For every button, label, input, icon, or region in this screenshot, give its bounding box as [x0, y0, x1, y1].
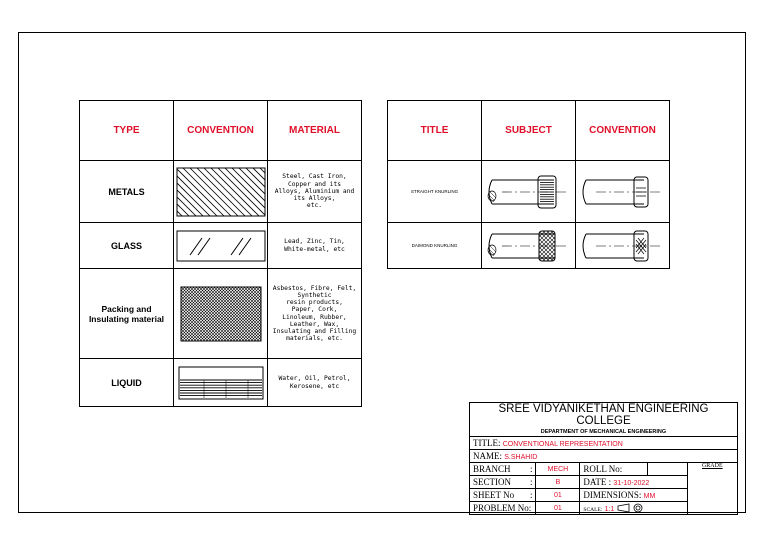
- name-value: S.SHAHID: [504, 454, 538, 461]
- date-cell: DATE : 31-10-2022: [580, 476, 687, 489]
- convention-liquid: [174, 359, 268, 407]
- convention-straight-knurling: [576, 161, 670, 223]
- grade-box: GRADE: [687, 463, 737, 515]
- liquid-symbol: [176, 364, 266, 402]
- material-conventions-table: [79, 100, 362, 407]
- subject-diamond-knurling: [482, 223, 576, 269]
- branch-value: MECH: [536, 463, 580, 476]
- college-name: SREE VIDYANIKETHAN ENGINEERING COLLEGE: [470, 403, 738, 428]
- header-material: MATERIAL: [268, 101, 362, 161]
- roll-value: [647, 463, 687, 476]
- straight-knurl-subject-drawing: [484, 172, 574, 212]
- title-straight-knurling: STRAIGHT KNURLING: [388, 161, 482, 223]
- glass-symbol: [176, 229, 266, 263]
- scale-value: 1:1: [604, 505, 615, 513]
- sheet-value: 01: [536, 489, 580, 502]
- diamond-knurl-convention-drawing: [578, 228, 668, 264]
- convention-metals: [174, 161, 268, 223]
- sheet-label: SHEET No :: [470, 489, 536, 502]
- material-metals: Steel, Cast Iron, Copper and its Alloys, Aluminium and its Alloys, etc.: [268, 161, 362, 223]
- title-row: TITLE: CONVENTIONAL REPRESENTATION: [470, 437, 738, 450]
- section-value: B: [536, 476, 580, 489]
- type-packing: Packing and Insulating material: [80, 269, 174, 359]
- convention-diamond-knurling: [576, 223, 670, 269]
- type-glass: GLASS: [80, 223, 174, 269]
- title-diamond-knurling: DAIMOND KNURLING: [388, 223, 482, 269]
- table-row: [80, 359, 362, 407]
- straight-knurl-convention-drawing: [578, 172, 668, 212]
- roll-label: ROLL No:: [580, 463, 648, 476]
- dimensions-cell: DIMENSIONS: MM: [580, 489, 687, 502]
- table-row: [388, 223, 670, 269]
- dimensions-value: MM: [643, 493, 656, 500]
- material-glass: Lead, Zinc, Tin, White-metal, etc: [268, 223, 362, 269]
- problem-label: PROBLEM No:: [470, 502, 536, 515]
- convention-packing: [174, 269, 268, 359]
- date-value: 31-10-2022: [613, 480, 650, 487]
- type-liquid: LIQUID: [80, 359, 174, 407]
- projection-symbol-icon: [617, 503, 647, 513]
- knurling-conventions-table: [387, 100, 670, 269]
- problem-value: 01: [536, 502, 580, 515]
- title-block: [469, 402, 738, 515]
- header-type: TYPE: [80, 101, 174, 161]
- metal-hatch-symbol: [176, 167, 266, 217]
- type-metals: METALS: [80, 161, 174, 223]
- name-row: NAME: S.SHAHID: [470, 450, 738, 463]
- header-convention: CONVENTION: [174, 101, 268, 161]
- convention-glass: [174, 223, 268, 269]
- table-row: [388, 161, 670, 223]
- header-convention-right: CONVENTION: [576, 101, 670, 161]
- diamond-knurl-subject-drawing: [484, 228, 574, 264]
- scale-cell: SCALE: 1:1: [580, 502, 687, 515]
- material-liquid: Water, Oil, Petrol, Kerosene, etc: [268, 359, 362, 407]
- table-row: [80, 223, 362, 269]
- department-name: DEPARTMENT OF MECHANICAL ENGINEERING: [470, 427, 738, 437]
- packing-crosshatch-symbol: [180, 286, 262, 342]
- table-row: [80, 161, 362, 223]
- title-value: CONVENTIONAL REPRESENTATION: [502, 441, 623, 448]
- material-packing: Asbestos, Fibre, Felt, Synthetic resin products, Paper, Cork, Linoleum, Rubber, Leather, Wax, Insulating and Filling materials, etc.: [268, 269, 362, 359]
- subject-straight-knurling: [482, 161, 576, 223]
- branch-label: BRANCH :: [470, 463, 536, 476]
- header-title: TITLE: [388, 101, 482, 161]
- table-row: [80, 269, 362, 359]
- section-label: SECTION :: [470, 476, 536, 489]
- header-subject: SUBJECT: [482, 101, 576, 161]
